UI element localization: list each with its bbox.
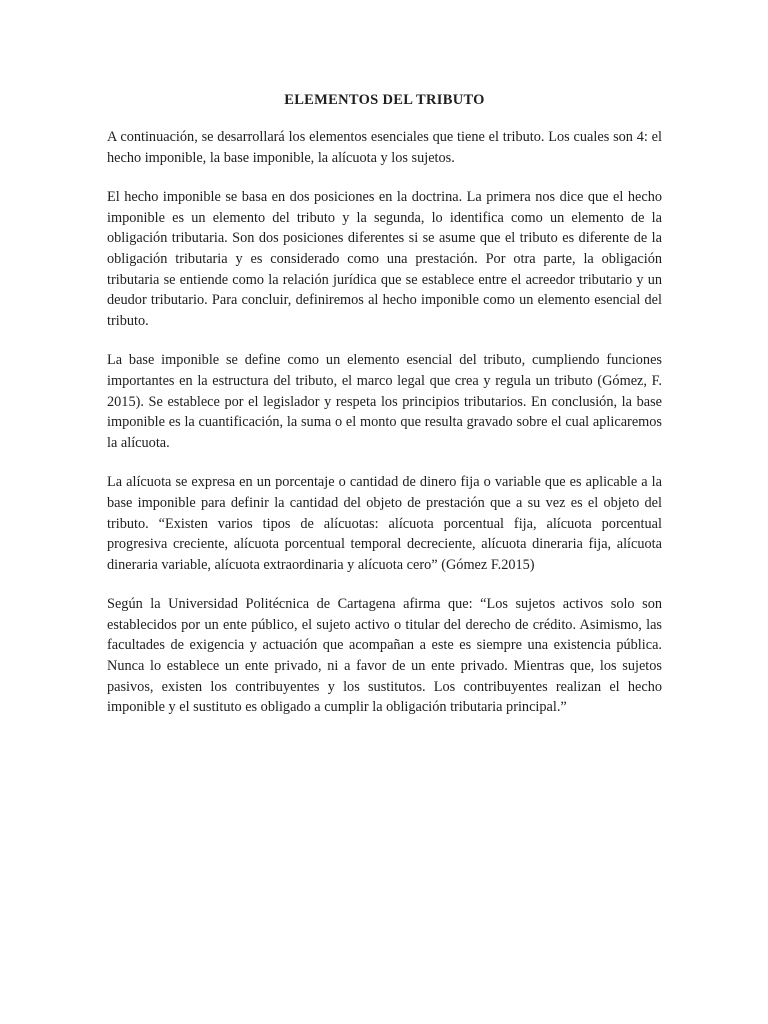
paragraph-base-imponible: La base imponible se define como un elemento esencial del tributo, cumpliendo funciones importantes en la estructura del tributo, el marco legal que crea y regula un tributo (Gómez, F. 2015). Se establece por el legislador y respeta los principios tributarios. En conclusión, la base imponible es la cuantificación, la suma o el monto que resulta gravado sobre el cual aplicaremos la alícuota. xyxy=(107,352,662,451)
paragraph-hecho-imponible: El hecho imponible se basa en dos posiciones en la doctrina. La primera nos dice que el hecho imponible es un elemento del tributo y la segunda, lo identifica como un elemento de la obligación tributaria. Son dos posiciones diferentes si se asume que el tributo es diferente de la obligación tributaria y es considerado como una prestación. Por otra parte, la obligación tributaria se entiende como la relación jurídica que se establece entre el acreedor tributario y un deudor tributario. Para concluir, definiremos al hecho imponible como un elemento esencial del tributo. xyxy=(107,189,662,329)
paragraph-alicuota: La alícuota se expresa en un porcentaje o cantidad de dinero fija o variable que es aplicable a la base imponible para definir la cantidad del objeto de prestación que a su vez es el objeto del tributo. “Existen varios tipos de alícuotas: alícuota porcentual fija, alícuota porcentual progresiva creciente, alícuota porcentual temporal decreciente, alícuota dineraria fija, alícuota dineraria variable, alícuota extraordinaria y alícuota cero” (Gómez F.2015) xyxy=(107,474,662,573)
document-title: ELEMENTOS DEL TRIBUTO xyxy=(284,92,485,108)
paragraph-intro: A continuación, se desarrollará los elementos esenciales que tiene el tributo. Los cuales son 4: el hecho imponible, la base imponible, la alícuota y los sujetos. xyxy=(107,129,662,166)
paragraph-sujetos: Según la Universidad Politécnica de Cartagena afirma que: “Los sujetos activos solo son establecidos por un ente público, el sujeto activo o titular del derecho de crédito. Asimismo, las facultades de exigencia y actuación que acompañan a este es siempre una existencia pública. Nunca lo establece un ente privado, ni a favor de un ente privado. Mientras que, los sujetos pasivos, existen los contribuyentes y los sustitutos. Los contribuyentes realizan el hecho imponible y el sustituto es obligado a cumplir la obligación tributaria principal.” xyxy=(107,596,662,716)
